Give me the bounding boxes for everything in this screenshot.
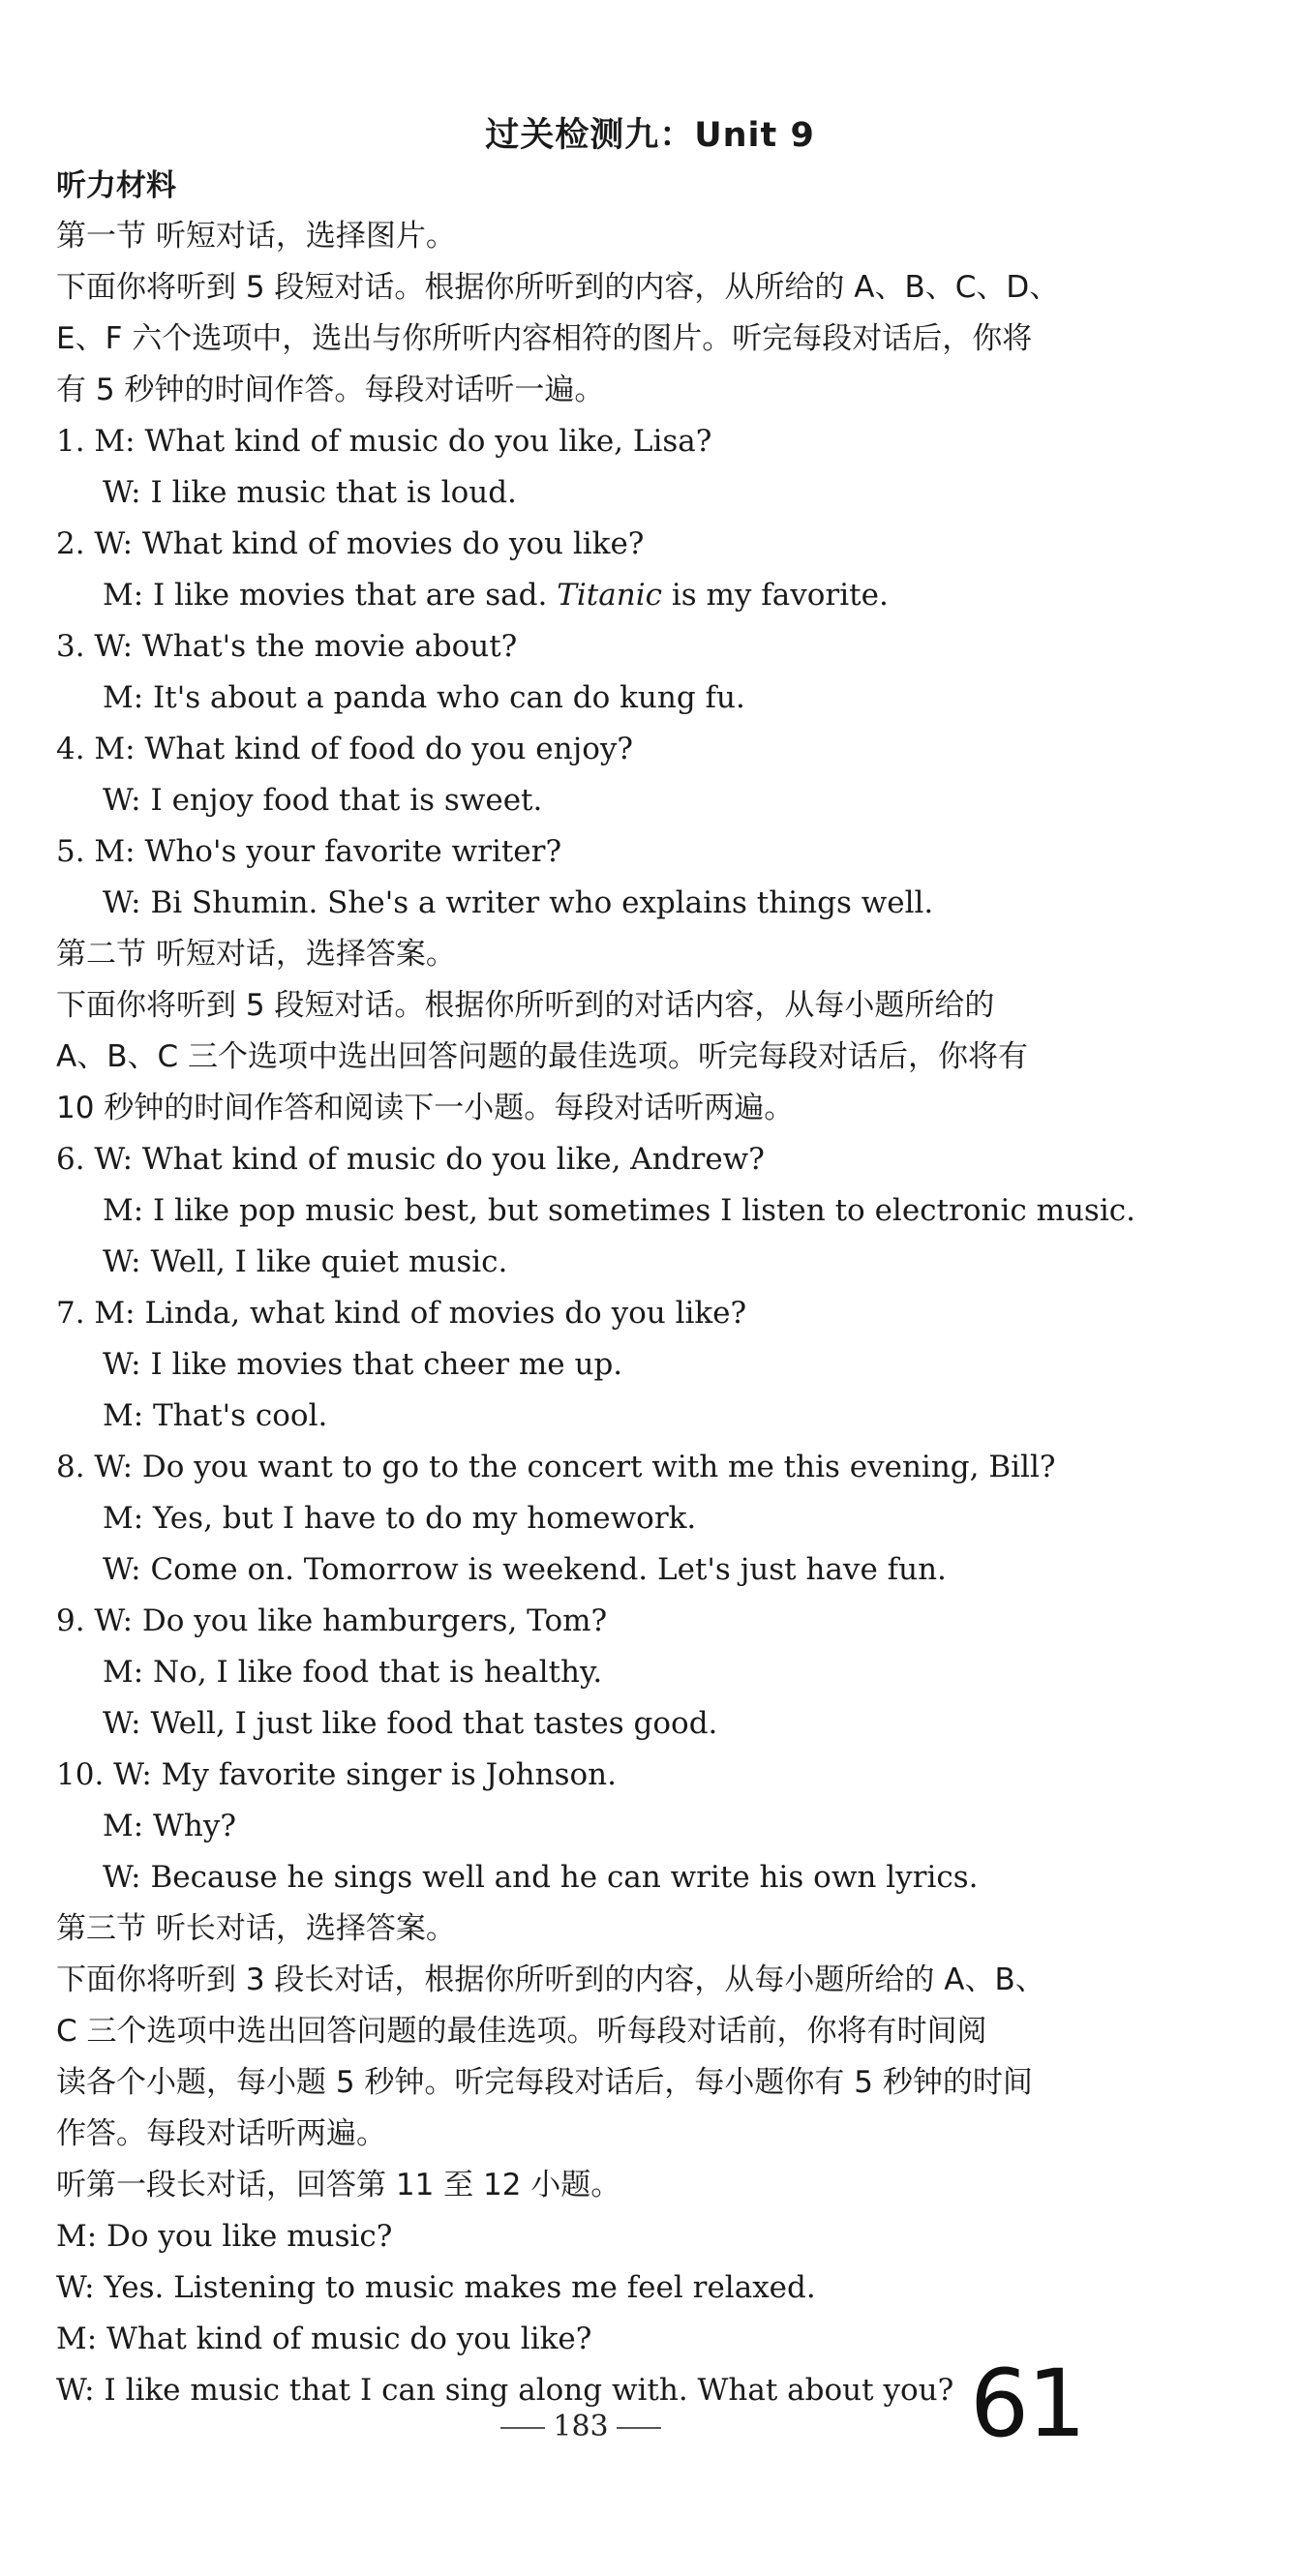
text-line: 作答。每段对话听两遍。 <box>56 2116 386 2151</box>
text-line: M: No, I like food that is healthy. <box>103 1655 603 1690</box>
text-line: W: Well, I just like food that tastes good. <box>103 1706 718 1741</box>
text-line: M: That's cool. <box>103 1398 328 1433</box>
text-line: W: Come on. Tomorrow is weekend. Let's just have fun. <box>103 1552 947 1587</box>
text-line: C 三个选项中选出回答问题的最佳选项。听每段对话前，你将有时间阅 <box>56 2014 987 2049</box>
dash-left <box>500 2427 545 2429</box>
corner-number: 61 <box>970 2350 1085 2458</box>
text-line: A、B、C 三个选项中选出回答问题的最佳选项。听完每段对话后，你将有 <box>56 1039 1028 1074</box>
text-line: 2. W: What kind of movies do you like? <box>56 526 645 561</box>
text-line: W: I like music that I can sing along with. What about you? <box>56 2373 954 2408</box>
dash-right <box>617 2427 661 2429</box>
text-line: 下面你将听到 5 段短对话。根据你所听到的对话内容，从每小题所给的 <box>56 988 995 1023</box>
text-line: W: Bi Shumin. She's a writer who explains things well. <box>103 885 934 920</box>
page-number <box>474 2410 687 2443</box>
text-line: 9. W: Do you like hamburgers, Tom? <box>56 1603 608 1638</box>
section-heading: 听力材料 <box>56 168 176 203</box>
text-line: M: I like pop music best, but sometimes I listen to electronic music. <box>103 1193 1135 1228</box>
text-line: M: Why? <box>103 1809 237 1843</box>
page-title: 过关检测九：Unit 9 <box>485 116 815 155</box>
text-line: 4. M: What kind of food do you enjoy? <box>56 732 634 766</box>
text-line: M: What kind of music do you like? <box>56 2321 592 2356</box>
text-line: 读各个小题，每小题 5 秒钟。听完每段对话后，每小题你有 5 秒钟的时间 <box>56 2065 1033 2100</box>
page-number-text: 183 <box>553 2410 609 2443</box>
text-line: 下面你将听到 5 段短对话。根据你所听到的内容，从所给的 A、B、C、D、 <box>56 270 1060 305</box>
text-line: 8. W: Do you want to go to the concert with me this evening, Bill? <box>56 1450 1056 1484</box>
text-line: W: Because he sings well and he can write his own lyrics. <box>103 1860 979 1895</box>
text-line: 3. W: What's the movie about? <box>56 629 518 664</box>
text-line: 第一节 听短对话，选择图片。 <box>56 219 456 254</box>
text-line: 10 秒钟的时间作答和阅读下一小题。每段对话听两遍。 <box>56 1091 795 1125</box>
text-line: M: I like movies that are sad. Titanic is my favorite. <box>103 578 889 613</box>
text-line: W: Yes. Listening to music makes me feel relaxed. <box>56 2270 816 2305</box>
text-line: E、F 六个选项中，选出与你所听内容相符的图片。听完每段对话后，你将 <box>56 321 1033 356</box>
text-line: W: I enjoy food that is sweet. <box>103 783 543 818</box>
text-line: 听第一段长对话，回答第 11 至 12 小题。 <box>56 2168 621 2202</box>
text-line: W: I like music that is loud. <box>103 475 517 510</box>
text-line: 1. M: What kind of music do you like, Lisa? <box>56 424 712 459</box>
text-line: 10. W: My favorite singer is Johnson. <box>56 1757 617 1792</box>
text-line: M: It's about a panda who can do kung fu. <box>103 680 745 715</box>
text-line: W: I like movies that cheer me up. <box>103 1347 623 1382</box>
text-line: M: Do you like music? <box>56 2219 393 2254</box>
text-line: W: Well, I like quiet music. <box>103 1244 508 1279</box>
text-line: 6. W: What kind of music do you like, Andrew? <box>56 1142 765 1177</box>
text-line: 第二节 听短对话，选择答案。 <box>56 937 456 972</box>
text-line: M: Yes, but I have to do my homework. <box>103 1501 697 1536</box>
text-line: 下面你将听到 3 段长对话，根据你所听到的内容，从每小题所给的 A、B、 <box>56 1962 1045 1997</box>
text-line: 有 5 秒钟的时间作答。每段对话听一遍。 <box>56 373 605 407</box>
text-line: 7. M: Linda, what kind of movies do you like? <box>56 1296 747 1331</box>
text-line: 第三节 听长对话，选择答案。 <box>56 1911 456 1946</box>
text-line: 5. M: Who's your favorite writer? <box>56 834 562 869</box>
